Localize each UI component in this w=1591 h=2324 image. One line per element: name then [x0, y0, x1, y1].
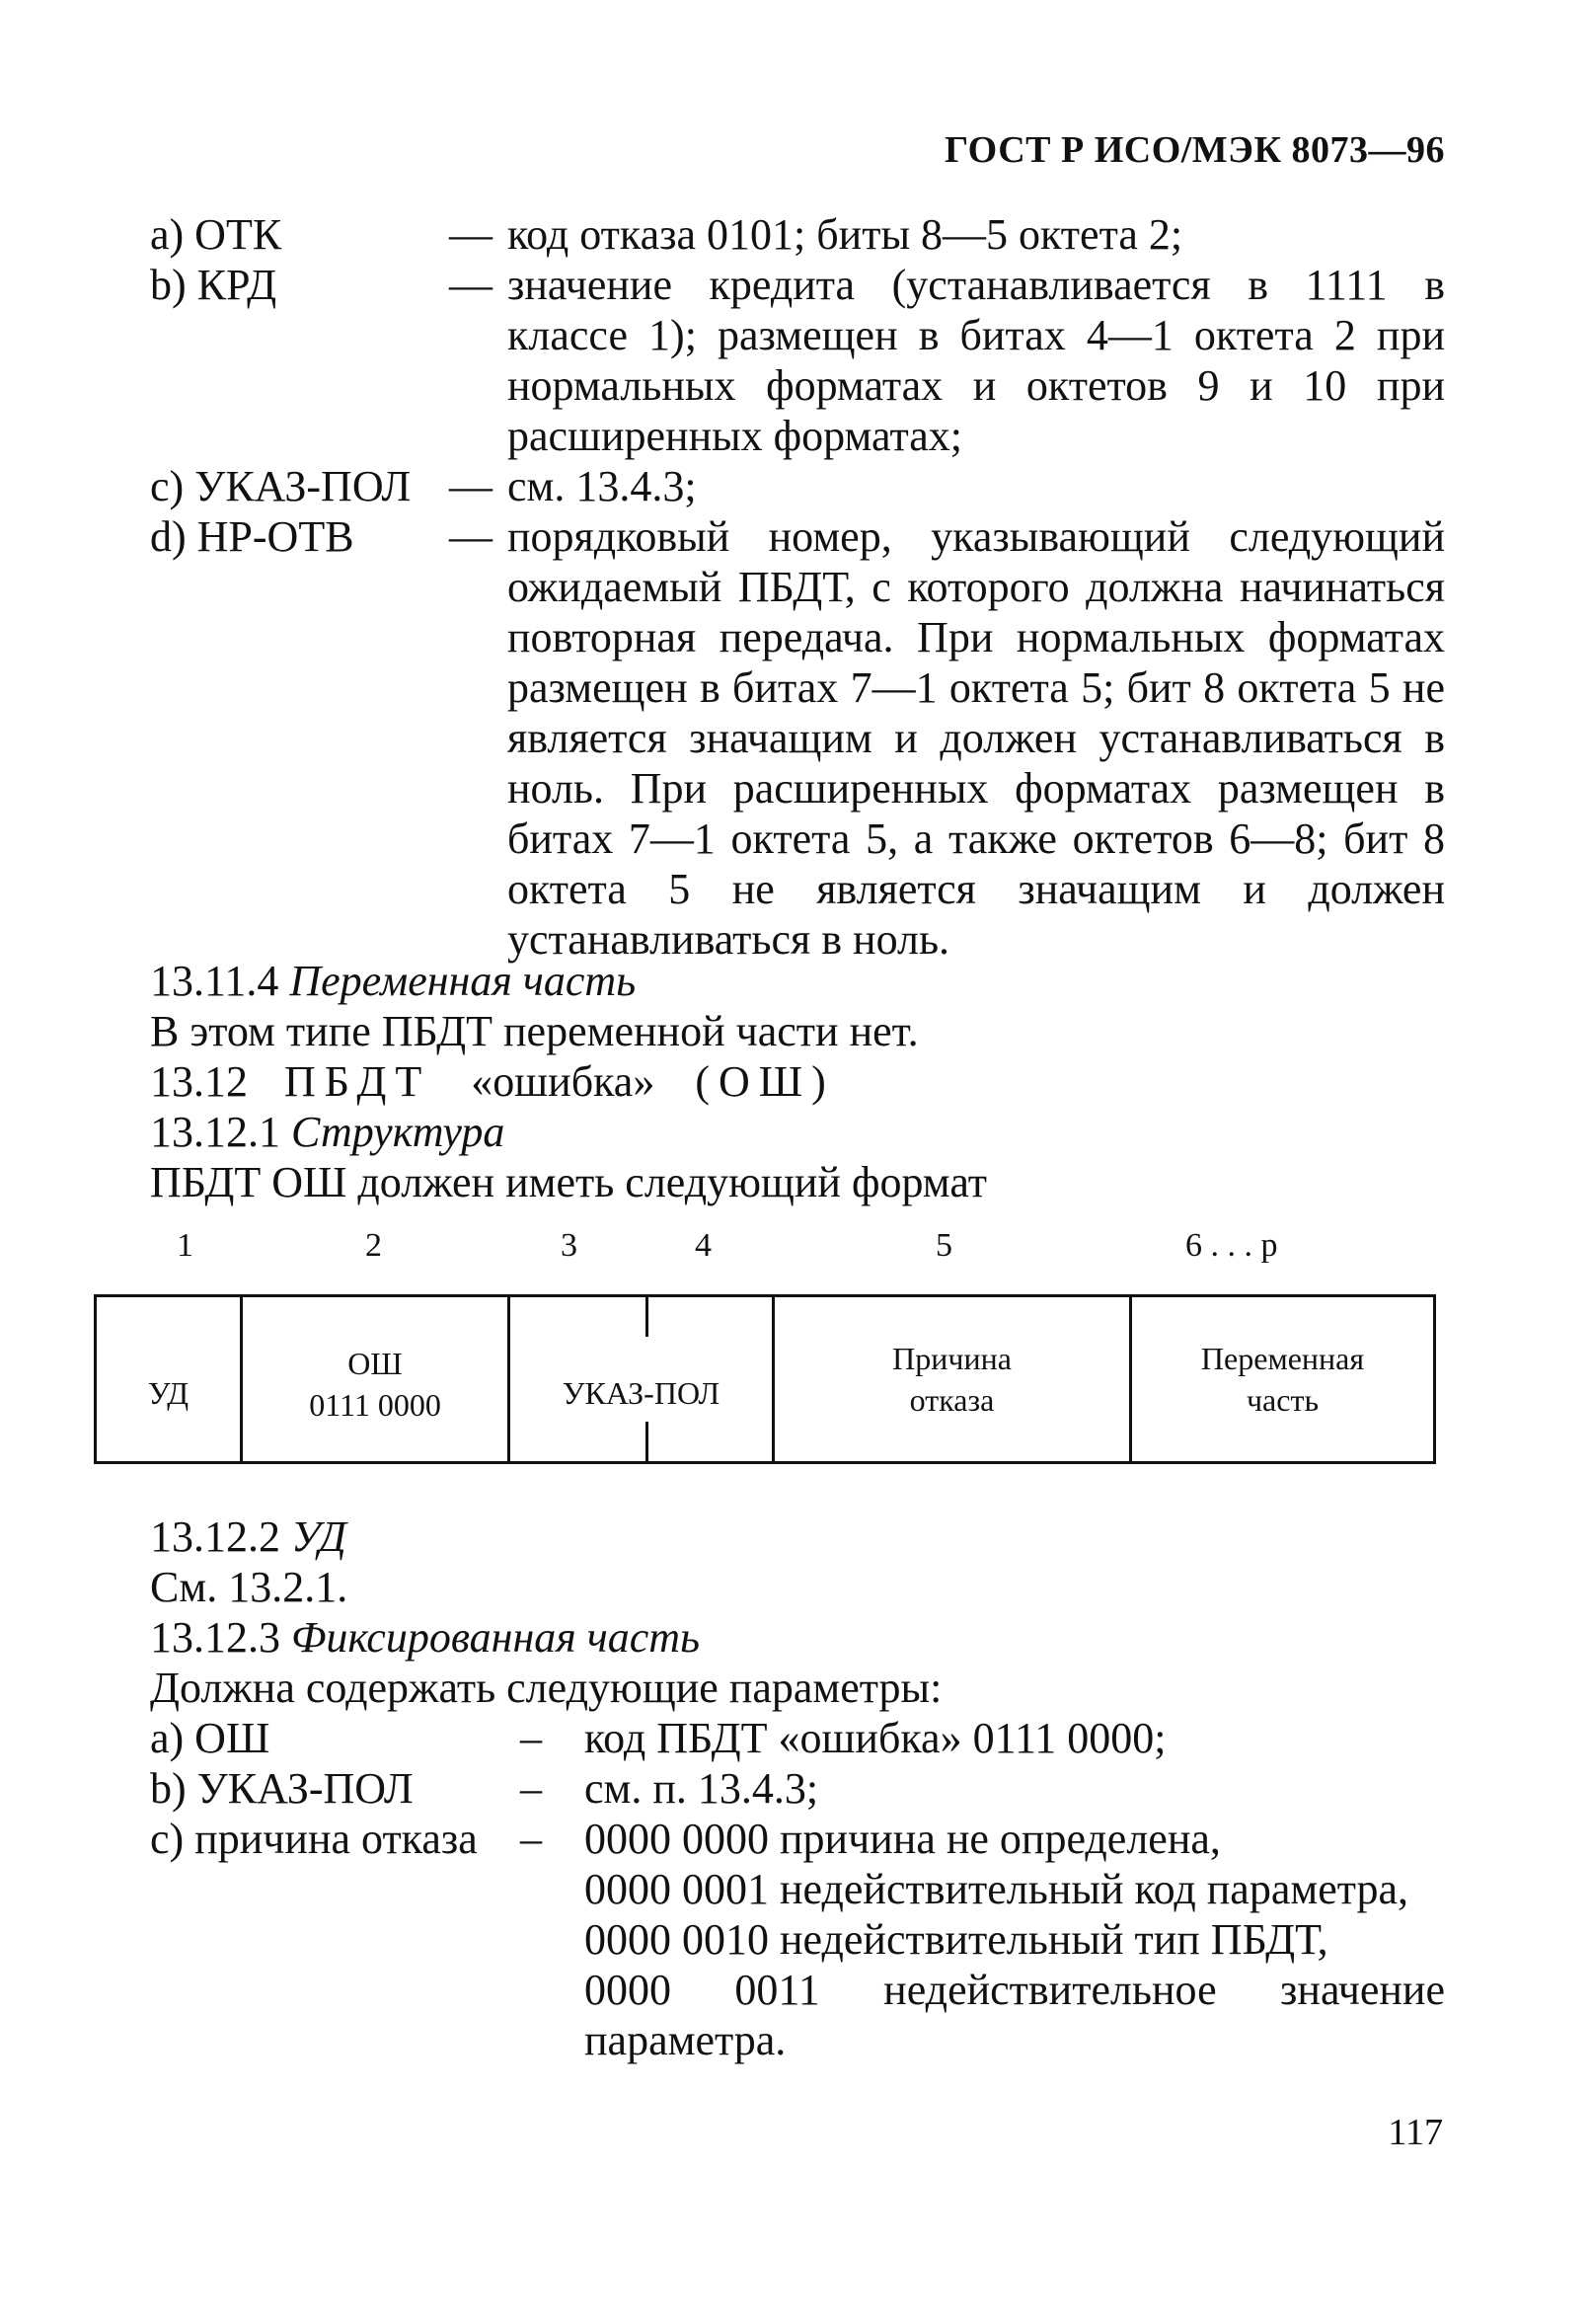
definition-item: [150, 1814, 1445, 2065]
cell-text: Переменная: [1200, 1341, 1365, 1376]
section-heading-13-12: [150, 1056, 835, 1107]
column-number: 6 . . . p: [1185, 1227, 1278, 1264]
column-number: 1: [177, 1227, 193, 1264]
item-label: c) причина отказа: [150, 1815, 478, 1863]
reason-code-line: 0000 0001 недействительный код параметра,: [584, 1865, 1409, 1913]
definition-item: [150, 1713, 1445, 1763]
item-dash: —: [449, 462, 492, 510]
section-heading-13-12-3: [150, 1612, 700, 1663]
section-number: 13.12.3: [150, 1613, 280, 1662]
item-label: b) КРД: [150, 261, 277, 309]
section-title: Переменная часть: [289, 957, 637, 1005]
item-dash: –: [520, 1714, 542, 1762]
item-label: a) ОШ: [150, 1714, 270, 1762]
item-description: см. 13.4.3;: [507, 462, 697, 510]
item-label: b) УКАЗ-ПОЛ: [150, 1764, 414, 1813]
paragraph-see: См. 13.2.1.: [150, 1563, 348, 1611]
reason-code-line: 0000 0000 причина не определена,: [584, 1815, 1221, 1863]
cell-text: 0111 0000: [309, 1387, 441, 1423]
definition-item: [150, 260, 1445, 461]
cell-text: отказа: [909, 1382, 995, 1418]
section-abbreviation: (ОШ): [695, 1057, 835, 1106]
cell-ukaz-pol: [510, 1297, 772, 1461]
item-description: код ПБДТ «ошибка» 0111 0000;: [584, 1714, 1167, 1762]
section-number: 13.11.4: [150, 957, 279, 1005]
section-number: 13.12.2: [150, 1512, 280, 1561]
cell-text: УД: [147, 1375, 189, 1411]
document-header: ГОСТ Р ИСО/МЭК 8073—96: [944, 129, 1445, 171]
item-description: значение кредита (устанавливается в 1111 в классе 1); размещен в битах 4—1 октета 2 при нормальных форматах и октетов 9 и 10 при расширенных форматах;: [507, 261, 1445, 460]
cell-text: ОШ: [347, 1346, 403, 1381]
definition-item: [150, 209, 1445, 260]
item-label: a) ОТК: [150, 210, 282, 259]
section-number: 13.12.1: [150, 1108, 280, 1156]
section-heading-13-12-1: [150, 1107, 504, 1157]
column-number: 5: [936, 1227, 952, 1264]
section-title: Структура: [291, 1108, 505, 1156]
paragraph-params: Должна содержать следующие параметры:: [150, 1664, 943, 1712]
item-description: см. п. 13.4.3;: [584, 1764, 819, 1813]
paragraph-no-variable-part: В этом типе ПБДТ переменной части нет.: [150, 1007, 919, 1055]
section-number: 13.12: [150, 1057, 248, 1106]
section-title: Фиксированная часть: [291, 1613, 701, 1662]
cell-osh: [243, 1297, 507, 1461]
cell-ud: [97, 1297, 240, 1461]
item-label: c) УКАЗ-ПОЛ: [150, 462, 412, 510]
item-dash: —: [449, 261, 492, 309]
item-description: порядковый номер, указывающий следующий ожидаемый ПБДТ, с которого должна начинаться повторная передача. При нормальных форматах размещен в битах 7—1 октета 5; бит 8 октета 5 не является значащим и должен устанавливаться в ноль. При расширенных форматах размещен в битах 7—1 октета 5, а также октетов 6—8; бит 8 октета 5 не является значащим и должен устанавливаться в ноль.: [507, 512, 1445, 964]
definition-item: [150, 511, 1445, 965]
section-heading-13-11-4: [150, 956, 636, 1006]
definition-list-1: [150, 209, 1445, 965]
item-dash: –: [520, 1764, 542, 1813]
item-dash: —: [449, 210, 492, 259]
definition-item: [150, 461, 1445, 511]
reason-code-line: 0000 0011 недействительное значение параметра.: [584, 1966, 1445, 2064]
item-description: [584, 1814, 1445, 2065]
section-title: УД: [291, 1512, 346, 1561]
pdu-format-diagram: [94, 1227, 1440, 1474]
section-heading-13-12-2: [150, 1511, 346, 1562]
pdu-format-box: [94, 1294, 1436, 1464]
column-number: 4: [695, 1227, 712, 1264]
item-label: d) НР-ОТВ: [150, 512, 354, 561]
column-number: 2: [365, 1227, 382, 1264]
item-description: код отказа 0101; биты 8—5 октета 2;: [507, 210, 1183, 259]
section-title-quoted: «ошибка»: [471, 1057, 655, 1106]
cell-text: УКАЗ-ПОЛ: [562, 1375, 720, 1411]
cell-text: Причина: [892, 1341, 1012, 1376]
cell-text: часть: [1246, 1382, 1320, 1418]
definition-list-2: [150, 1713, 1445, 2065]
cell-variable-part: [1132, 1297, 1433, 1461]
item-dash: —: [449, 512, 492, 561]
cell-reject-reason: [775, 1297, 1129, 1461]
section-title: ПБДТ: [284, 1057, 431, 1106]
page-number: 117: [1388, 2112, 1443, 2153]
paragraph-format: ПБДТ ОШ должен иметь следующий формат: [150, 1158, 987, 1206]
column-number: 3: [561, 1227, 577, 1264]
item-dash: –: [520, 1815, 542, 1863]
reason-code-line: 0000 0010 недействительный тип ПБДТ,: [584, 1915, 1328, 1964]
definition-item: [150, 1763, 1445, 1814]
